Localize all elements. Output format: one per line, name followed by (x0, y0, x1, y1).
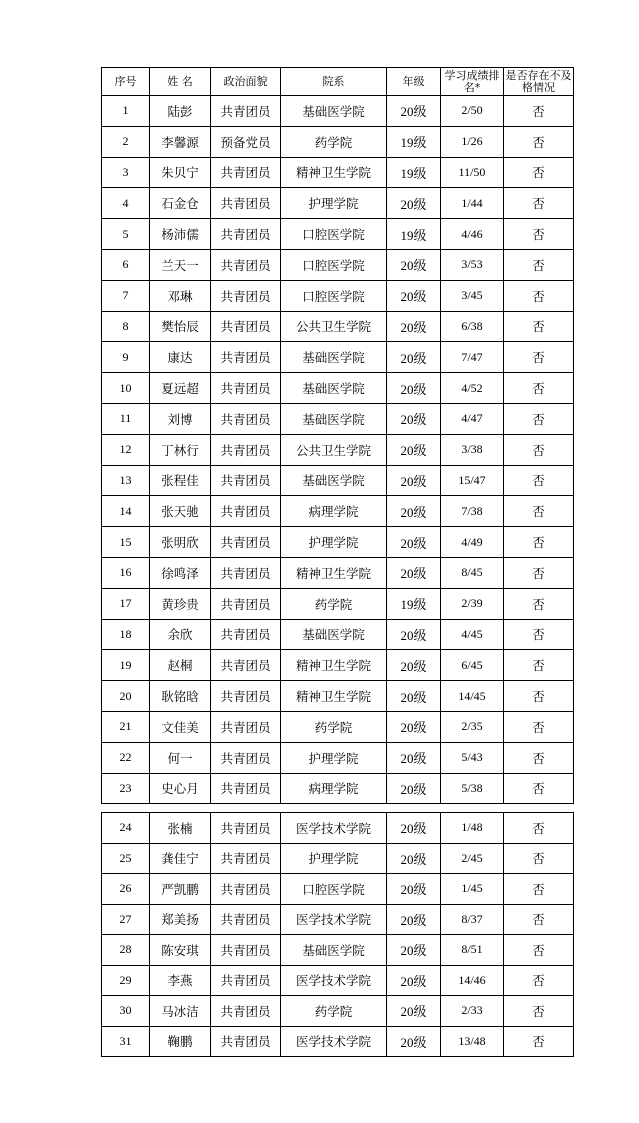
political-status: 共青团员 (211, 280, 281, 311)
failing-status: 否 (504, 904, 574, 935)
grade: 20级 (387, 711, 441, 742)
table-row (102, 650, 574, 681)
political-status: 共青团员 (211, 711, 281, 742)
table-row (102, 874, 574, 905)
student-name: 黄珍贵 (150, 588, 211, 619)
department: 基础医学院 (281, 373, 387, 404)
grade: 20级 (387, 773, 441, 804)
political-status: 共青团员 (211, 843, 281, 874)
header-department: 院系 (281, 68, 387, 96)
grade: 20级 (387, 496, 441, 527)
row-index: 27 (102, 904, 150, 935)
table-header-row (102, 68, 574, 96)
row-index: 28 (102, 935, 150, 966)
student-name: 张程佳 (150, 465, 211, 496)
table-row (102, 496, 574, 527)
failing-status: 否 (504, 773, 574, 804)
department: 医学技术学院 (281, 965, 387, 996)
table-row (102, 996, 574, 1027)
department: 医学技术学院 (281, 1026, 387, 1057)
table-body (102, 813, 574, 1057)
grade: 19级 (387, 126, 441, 157)
department: 基础医学院 (281, 403, 387, 434)
political-status: 共青团员 (211, 650, 281, 681)
row-index: 9 (102, 342, 150, 373)
academic-rank: 8/45 (441, 557, 504, 588)
department: 医学技术学院 (281, 813, 387, 844)
political-status: 共青团员 (211, 219, 281, 250)
row-index: 16 (102, 557, 150, 588)
academic-rank: 4/46 (441, 219, 504, 250)
political-status: 共青团员 (211, 874, 281, 905)
grade: 20级 (387, 434, 441, 465)
academic-rank: 3/53 (441, 249, 504, 280)
grade: 20级 (387, 557, 441, 588)
table-row (102, 773, 574, 804)
row-index: 4 (102, 188, 150, 219)
student-name: 丁林行 (150, 434, 211, 465)
political-status: 共青团员 (211, 342, 281, 373)
failing-status: 否 (504, 619, 574, 650)
row-index: 19 (102, 650, 150, 681)
row-index: 21 (102, 711, 150, 742)
academic-rank: 1/48 (441, 813, 504, 844)
political-status: 共青团员 (211, 813, 281, 844)
academic-rank: 2/33 (441, 996, 504, 1027)
department: 病理学院 (281, 496, 387, 527)
student-name: 李燕 (150, 965, 211, 996)
department: 公共卫生学院 (281, 434, 387, 465)
table-row (102, 465, 574, 496)
academic-rank: 8/51 (441, 935, 504, 966)
failing-status: 否 (504, 813, 574, 844)
student-name: 严凯鹏 (150, 874, 211, 905)
grade: 20级 (387, 280, 441, 311)
grade: 20级 (387, 527, 441, 558)
grade: 20级 (387, 188, 441, 219)
student-name: 鞠鹏 (150, 1026, 211, 1057)
political-status: 共青团员 (211, 588, 281, 619)
student-name: 龚佳宁 (150, 843, 211, 874)
failing-status: 否 (504, 188, 574, 219)
table-row (102, 126, 574, 157)
grade: 20级 (387, 813, 441, 844)
table-row (102, 904, 574, 935)
table-row (102, 342, 574, 373)
grade: 19级 (387, 157, 441, 188)
table-row (102, 527, 574, 558)
political-status: 共青团员 (211, 496, 281, 527)
failing-status: 否 (504, 465, 574, 496)
grade: 20级 (387, 465, 441, 496)
row-index: 1 (102, 96, 150, 127)
failing-status: 否 (504, 650, 574, 681)
department: 医学技术学院 (281, 904, 387, 935)
table-row (102, 373, 574, 404)
student-name: 张明欣 (150, 527, 211, 558)
political-status: 共青团员 (211, 311, 281, 342)
political-status: 共青团员 (211, 681, 281, 712)
academic-rank: 1/26 (441, 126, 504, 157)
student-name: 何一 (150, 742, 211, 773)
row-index: 12 (102, 434, 150, 465)
table-row (102, 403, 574, 434)
failing-status: 否 (504, 157, 574, 188)
student-name: 夏远超 (150, 373, 211, 404)
grade: 20级 (387, 681, 441, 712)
political-status: 共青团员 (211, 904, 281, 935)
student-name: 兰天一 (150, 249, 211, 280)
table-row (102, 965, 574, 996)
row-index: 13 (102, 465, 150, 496)
student-name: 刘博 (150, 403, 211, 434)
row-index: 22 (102, 742, 150, 773)
political-status: 共青团员 (211, 935, 281, 966)
department: 病理学院 (281, 773, 387, 804)
department: 口腔医学院 (281, 219, 387, 250)
table-row (102, 813, 574, 844)
student-name: 张楠 (150, 813, 211, 844)
academic-rank: 8/37 (441, 904, 504, 935)
student-table-main (101, 67, 574, 804)
grade: 20级 (387, 249, 441, 280)
grade: 20级 (387, 650, 441, 681)
student-name: 杨沛儒 (150, 219, 211, 250)
failing-status: 否 (504, 280, 574, 311)
grade: 20级 (387, 843, 441, 874)
grade: 20级 (387, 996, 441, 1027)
academic-rank: 14/45 (441, 681, 504, 712)
row-index: 6 (102, 249, 150, 280)
academic-rank: 2/35 (441, 711, 504, 742)
failing-status: 否 (504, 588, 574, 619)
row-index: 23 (102, 773, 150, 804)
table-row (102, 188, 574, 219)
failing-status: 否 (504, 434, 574, 465)
student-name: 陈安琪 (150, 935, 211, 966)
failing-status: 否 (504, 219, 574, 250)
row-index: 24 (102, 813, 150, 844)
academic-rank: 4/45 (441, 619, 504, 650)
row-index: 7 (102, 280, 150, 311)
political-status: 共青团员 (211, 773, 281, 804)
department: 基础医学院 (281, 465, 387, 496)
header-index: 序号 (102, 68, 150, 96)
table-row (102, 280, 574, 311)
department: 药学院 (281, 711, 387, 742)
political-status: 共青团员 (211, 527, 281, 558)
failing-status: 否 (504, 557, 574, 588)
department: 口腔医学院 (281, 249, 387, 280)
failing-status: 否 (504, 742, 574, 773)
student-name: 朱贝宁 (150, 157, 211, 188)
table-row (102, 219, 574, 250)
row-index: 25 (102, 843, 150, 874)
student-name: 史心月 (150, 773, 211, 804)
failing-status: 否 (504, 996, 574, 1027)
row-index: 26 (102, 874, 150, 905)
academic-rank: 14/46 (441, 965, 504, 996)
department: 护理学院 (281, 188, 387, 219)
academic-rank: 5/43 (441, 742, 504, 773)
student-name: 赵桐 (150, 650, 211, 681)
header-name: 姓 名 (150, 68, 211, 96)
failing-status: 否 (504, 711, 574, 742)
row-index: 2 (102, 126, 150, 157)
student-table-continued (101, 812, 574, 1057)
row-index: 18 (102, 619, 150, 650)
academic-rank: 1/45 (441, 874, 504, 905)
academic-rank: 4/47 (441, 403, 504, 434)
row-index: 31 (102, 1026, 150, 1057)
student-name: 余欣 (150, 619, 211, 650)
failing-status: 否 (504, 311, 574, 342)
table-row (102, 434, 574, 465)
academic-rank: 1/44 (441, 188, 504, 219)
political-status: 共青团员 (211, 188, 281, 219)
row-index: 30 (102, 996, 150, 1027)
academic-rank: 2/45 (441, 843, 504, 874)
student-name: 陆彭 (150, 96, 211, 127)
row-index: 5 (102, 219, 150, 250)
student-name: 邓琳 (150, 280, 211, 311)
student-name: 康达 (150, 342, 211, 373)
academic-rank: 7/38 (441, 496, 504, 527)
table-row (102, 619, 574, 650)
grade: 20级 (387, 619, 441, 650)
department: 精神卫生学院 (281, 650, 387, 681)
row-index: 3 (102, 157, 150, 188)
academic-rank: 3/45 (441, 280, 504, 311)
department: 口腔医学院 (281, 280, 387, 311)
table-row (102, 742, 574, 773)
department: 精神卫生学院 (281, 681, 387, 712)
failing-status: 否 (504, 403, 574, 434)
failing-status: 否 (504, 1026, 574, 1057)
student-name: 张天驰 (150, 496, 211, 527)
failing-status: 否 (504, 249, 574, 280)
department: 药学院 (281, 588, 387, 619)
political-status: 共青团员 (211, 249, 281, 280)
header-failing-status: 是否存在不及格情况 (505, 68, 572, 94)
table-row (102, 843, 574, 874)
department: 药学院 (281, 126, 387, 157)
failing-status: 否 (504, 496, 574, 527)
table-row (102, 249, 574, 280)
political-status: 共青团员 (211, 434, 281, 465)
table-row (102, 557, 574, 588)
political-status: 共青团员 (211, 619, 281, 650)
row-index: 29 (102, 965, 150, 996)
academic-rank: 2/50 (441, 96, 504, 127)
academic-rank: 7/47 (441, 342, 504, 373)
department: 精神卫生学院 (281, 557, 387, 588)
academic-rank: 5/38 (441, 773, 504, 804)
grade: 20级 (387, 965, 441, 996)
row-index: 20 (102, 681, 150, 712)
department: 护理学院 (281, 527, 387, 558)
row-index: 11 (102, 403, 150, 434)
department: 公共卫生学院 (281, 311, 387, 342)
failing-status: 否 (504, 965, 574, 996)
academic-rank: 3/38 (441, 434, 504, 465)
political-status: 共青团员 (211, 157, 281, 188)
failing-status: 否 (504, 527, 574, 558)
failing-status: 否 (504, 681, 574, 712)
academic-rank: 4/49 (441, 527, 504, 558)
table-row (102, 935, 574, 966)
department: 护理学院 (281, 843, 387, 874)
row-index: 17 (102, 588, 150, 619)
grade: 20级 (387, 311, 441, 342)
political-status: 共青团员 (211, 1026, 281, 1057)
student-name: 李馨源 (150, 126, 211, 157)
department: 基础医学院 (281, 935, 387, 966)
department: 基础医学院 (281, 96, 387, 127)
political-status: 预备党员 (211, 126, 281, 157)
failing-status: 否 (504, 373, 574, 404)
header-political-status: 政治面貌 (211, 68, 281, 96)
academic-rank: 15/47 (441, 465, 504, 496)
failing-status: 否 (504, 874, 574, 905)
political-status: 共青团员 (211, 96, 281, 127)
department: 精神卫生学院 (281, 157, 387, 188)
student-name: 耿铭晗 (150, 681, 211, 712)
table-body (102, 96, 574, 804)
failing-status: 否 (504, 935, 574, 966)
row-index: 8 (102, 311, 150, 342)
grade: 20级 (387, 935, 441, 966)
student-name: 徐鸣泽 (150, 557, 211, 588)
table-row (102, 157, 574, 188)
political-status: 共青团员 (211, 742, 281, 773)
political-status: 共青团员 (211, 373, 281, 404)
row-index: 14 (102, 496, 150, 527)
table-row (102, 681, 574, 712)
grade: 20级 (387, 1026, 441, 1057)
grade: 20级 (387, 403, 441, 434)
grade: 20级 (387, 874, 441, 905)
failing-status: 否 (504, 126, 574, 157)
failing-status: 否 (504, 843, 574, 874)
student-name: 石金仓 (150, 188, 211, 219)
row-index: 10 (102, 373, 150, 404)
table-row (102, 311, 574, 342)
grade: 20级 (387, 342, 441, 373)
grade: 20级 (387, 742, 441, 773)
political-status: 共青团员 (211, 996, 281, 1027)
department: 基础医学院 (281, 619, 387, 650)
header-academic-rank: 学习成绩排名* (441, 68, 504, 96)
row-index: 15 (102, 527, 150, 558)
department: 药学院 (281, 996, 387, 1027)
political-status: 共青团员 (211, 403, 281, 434)
header-grade: 年级 (387, 68, 441, 96)
table-row (102, 1026, 574, 1057)
grade: 19级 (387, 219, 441, 250)
academic-rank: 13/48 (441, 1026, 504, 1057)
department: 护理学院 (281, 742, 387, 773)
academic-rank: 6/45 (441, 650, 504, 681)
department: 口腔医学院 (281, 874, 387, 905)
table-row (102, 711, 574, 742)
student-name: 文佳美 (150, 711, 211, 742)
table-row (102, 96, 574, 127)
grade: 19级 (387, 588, 441, 619)
political-status: 共青团员 (211, 465, 281, 496)
academic-rank: 6/38 (441, 311, 504, 342)
grade: 20级 (387, 904, 441, 935)
academic-rank: 4/52 (441, 373, 504, 404)
political-status: 共青团员 (211, 557, 281, 588)
student-name: 郑美扬 (150, 904, 211, 935)
failing-status: 否 (504, 342, 574, 373)
department: 基础医学院 (281, 342, 387, 373)
failing-status: 否 (504, 96, 574, 127)
table-row (102, 588, 574, 619)
academic-rank: 11/50 (441, 157, 504, 188)
political-status: 共青团员 (211, 965, 281, 996)
academic-rank: 2/39 (441, 588, 504, 619)
student-name: 樊怡辰 (150, 311, 211, 342)
grade: 20级 (387, 96, 441, 127)
grade: 20级 (387, 373, 441, 404)
student-name: 马冰洁 (150, 996, 211, 1027)
